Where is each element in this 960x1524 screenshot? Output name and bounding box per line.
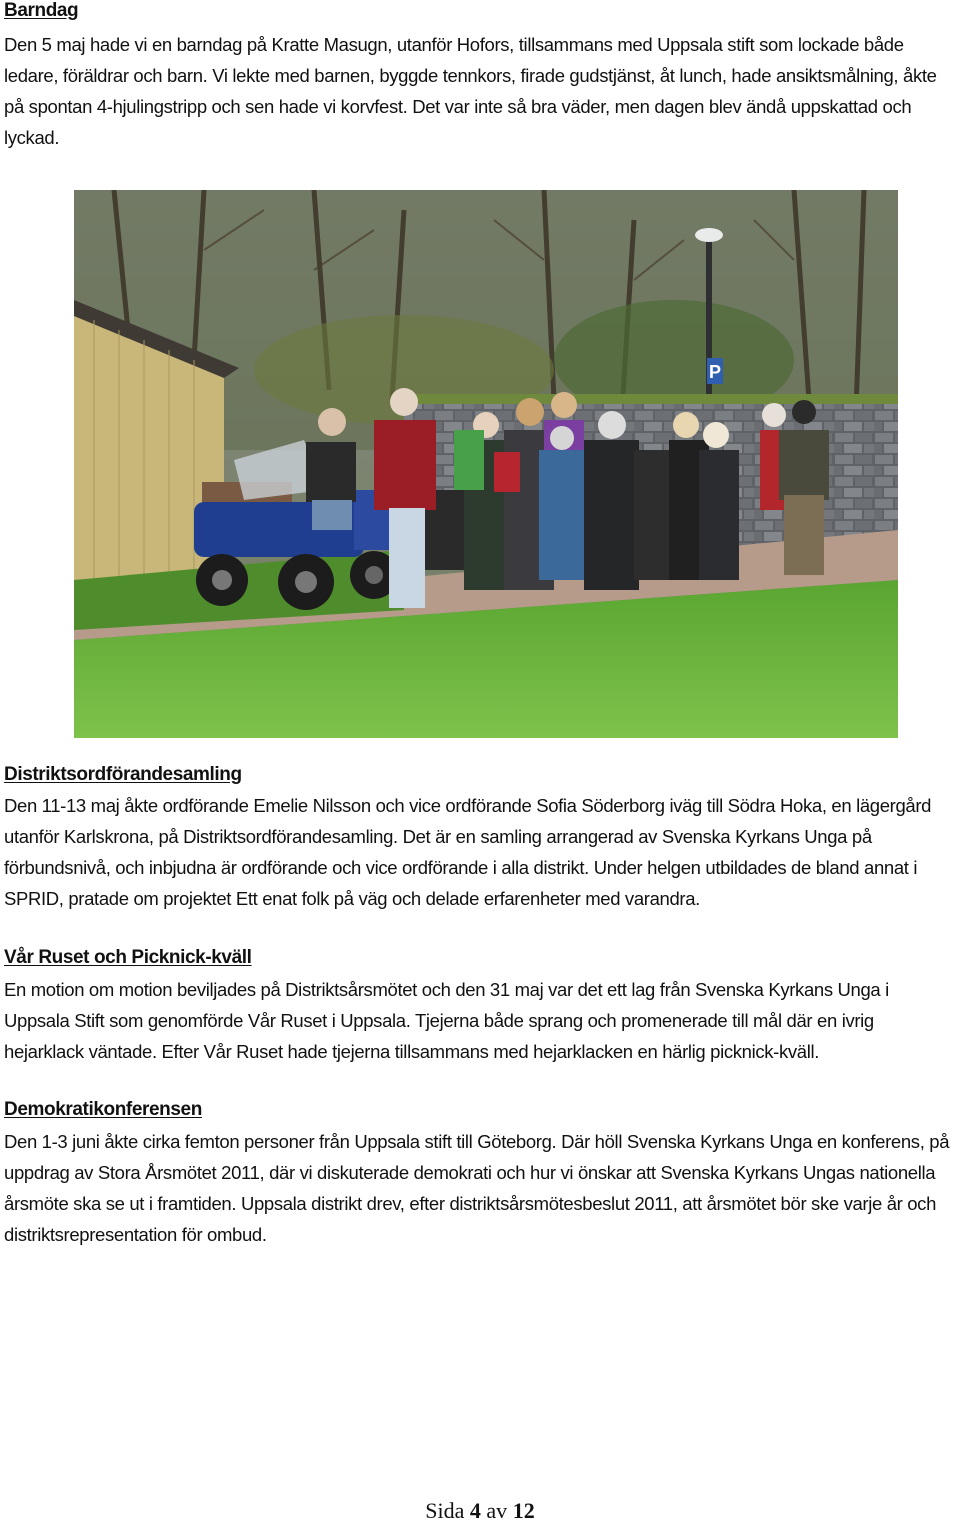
section-text-demokratikonferensen: Den 1-3 juni åkte cirka femton personer från Uppsala stift till Göteborg. Där höll Svenska Kyrkans Unga en konferens, på uppdrag av Stora Årsmötet 2011, där vi diskuterade demokrati och hur vi önskar att Svenska Kyrkans Ungas nationella årsmöte ska se ut i framtiden. Uppsala distrikt drev, efter distriktsårsmötesbeslut 2011, att årsmötet bör ske varje år och distriktsrepresentation för ombud.	[4, 1131, 950, 1245]
section-heading-barndag: Barndag	[4, 0, 79, 21]
section-text-barndag: Den 5 maj hade vi en barndag på Kratte Masugn, utanför Hofors, tillsammans med Uppsala stift som lockade både ledare, föräldrar och barn. Vi lekte med barnen, byggde tennkors, firade gudstjänst, åt lunch, hade ansiktsmålning, åkte på spontan 4-hjulingstripp och sen hade vi korvfest. Det var inte så bra väder, men dagen blev ändå uppskattad och lyckad.	[4, 34, 937, 148]
section-heading-distriktsordforandesamling: Distriktsordförandesamling	[4, 764, 242, 785]
section-heading-var-ruset: Vår Ruset och Picknick-kväll	[4, 947, 252, 968]
parking-sign-letter: P	[708, 362, 722, 382]
photo-children-group	[74, 190, 898, 738]
footer-separator: av	[486, 1498, 508, 1523]
total-pages-number: 12	[512, 1498, 535, 1523]
current-page-number: 4	[469, 1498, 481, 1523]
section-text-distriktsordforandesamling: Den 11-13 maj åkte ordförande Emelie Nilsson och vice ordförande Sofia Söderborg iväg till Södra Hoka, en lägergård utanför Karlskrona, på Distriktsordförandesamling. Det är en samling arrangerad av Svenska Kyrkans Unga på förbundsnivå, och inbjudna är ordförande och vice ordförande i alla distrikt. Under helgen utbildades de bland annat i SPRID, pratade om projektet Ett enat folk på väg och delade erfarenheter med varandra.	[4, 795, 932, 909]
page-footer	[0, 1498, 960, 1524]
section-text-var-ruset: En motion om motion beviljades på Distriktsårsmötet och den 31 maj var det ett lag från Svenska Kyrkans Unga i Uppsala Stift som genomförde Vår Ruset i Uppsala. Tjejerna både sprang och promenerade till mål där en ivrig hejarklack väntade. Efter Vår Ruset hade tjejerna tillsammans med hejarklacken en härlig picknick-kväll.	[4, 979, 889, 1062]
photo-illustration	[74, 190, 898, 738]
footer-prefix: Sida	[425, 1498, 465, 1523]
section-heading-demokratikonferensen: Demokratikonferensen	[4, 1099, 202, 1120]
